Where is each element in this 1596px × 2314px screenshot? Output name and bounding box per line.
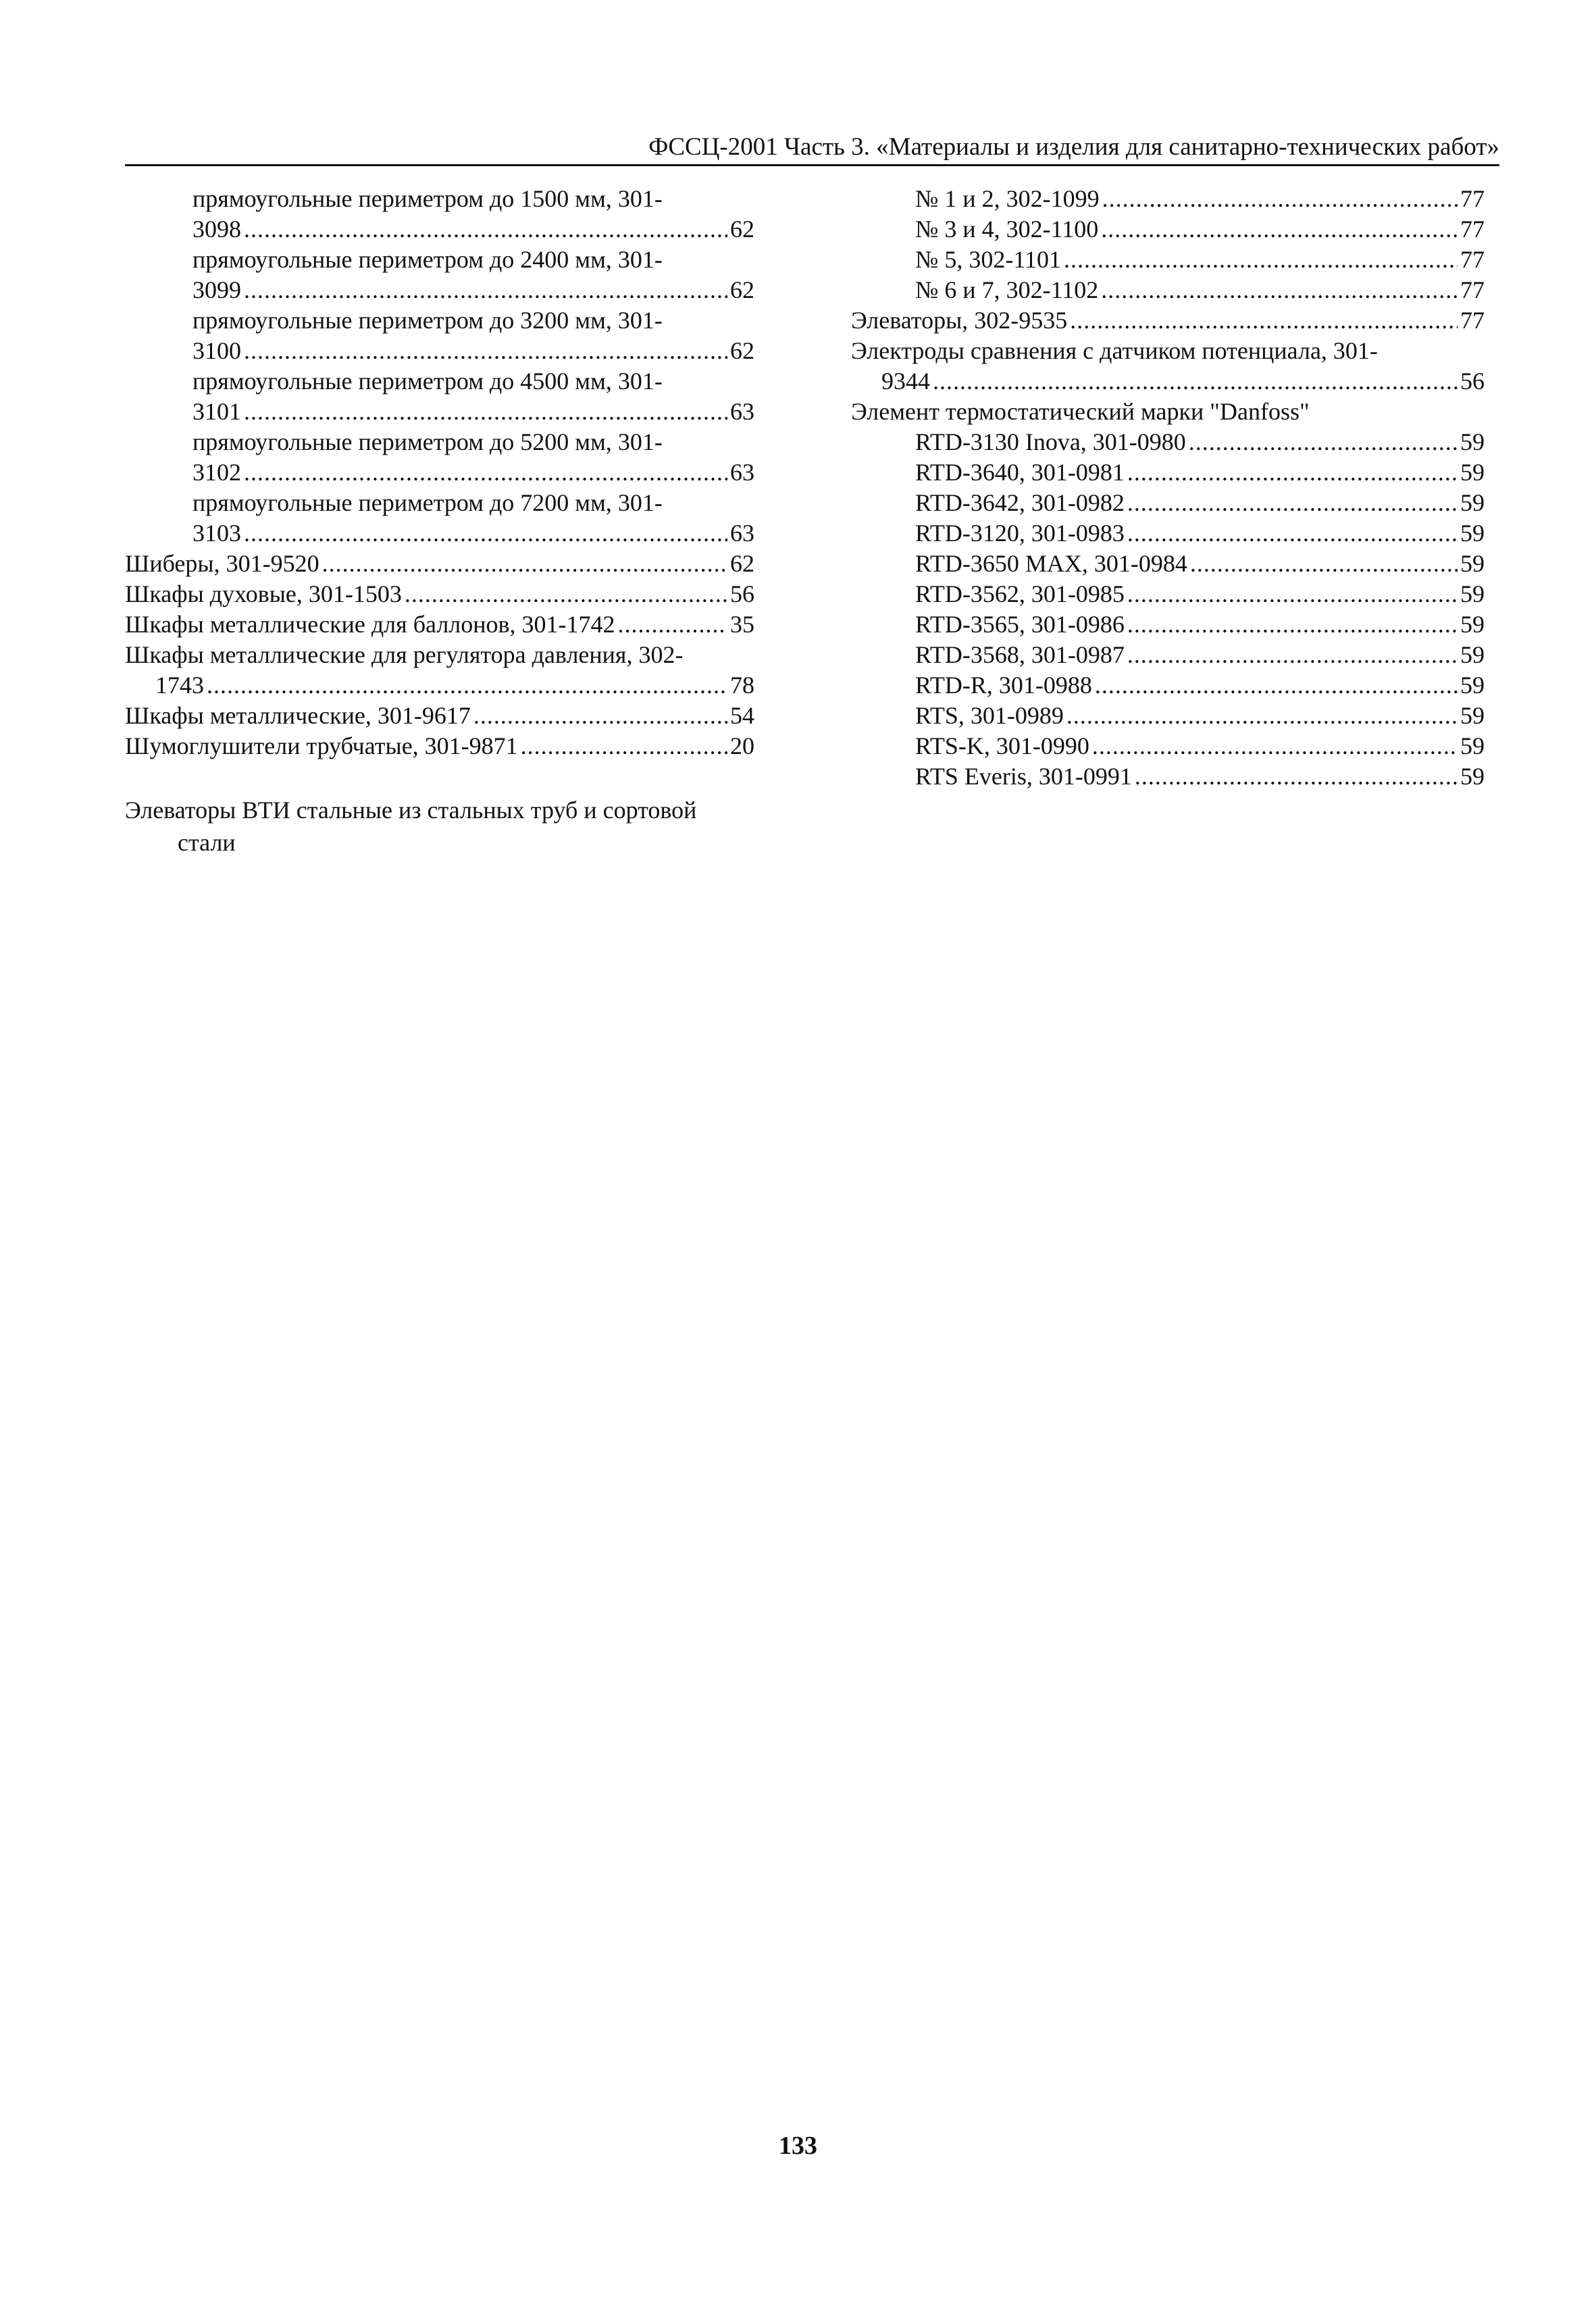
index-section-heading [125,794,773,859]
dot-leader [1101,214,1458,245]
page-reference: 59 [1460,489,1485,516]
index-entry [851,275,1485,305]
index-column-left [125,184,754,761]
index-entry-text: прямоугольные периметром до 5200 мм, 301- [192,428,663,455]
dot-leader [1135,761,1458,792]
index-entry-line [125,457,754,488]
index-entry-line [125,549,754,579]
index-entry [851,731,1485,761]
index-entry-text: прямоугольные периметром до 1500 мм, 301- [192,185,663,212]
index-entry-label: RTD-3642, 301-0982 [915,489,1125,516]
dot-leader [1127,518,1458,549]
dot-leader [1127,457,1458,488]
page-reference: 62 [730,216,754,243]
index-entry-line [851,670,1485,701]
index-entry [125,184,754,245]
page-reference: 54 [730,702,754,729]
index-entry [125,549,754,579]
index-entry-line [851,366,1485,397]
dot-leader [1095,670,1458,701]
page-reference: 59 [1460,459,1485,486]
index-entry-line [125,275,754,305]
index-entry-label: RTD-3650 MAX, 301-0984 [915,550,1187,577]
dot-leader [473,701,727,731]
dot-leader [405,579,727,609]
section-heading-line-2: стали [178,829,236,856]
index-entry [851,609,1485,640]
index-entry-line [125,579,754,609]
dot-leader [1070,305,1458,336]
page-reference: 59 [1460,428,1485,455]
dot-leader [244,275,727,305]
index-entry [851,397,1485,427]
index-entry-label: RTS, 301-0989 [915,702,1064,729]
dot-leader [244,336,727,366]
index-entry-label: RTS Everis, 301-0991 [915,763,1132,790]
running-header: ФССЦ-2001 Часть 3. «Материалы и изделия для санитарно-технических работ» [648,133,1499,161]
index-entry-line [851,245,1485,275]
index-entry [851,488,1485,518]
index-entry [851,549,1485,579]
dot-leader [933,366,1458,397]
dot-leader [322,549,727,579]
header-rule [125,164,1499,166]
index-entry [851,457,1485,488]
index-entry [125,701,754,731]
index-entry-line [851,488,1485,518]
page-reference: 77 [1460,216,1485,243]
page-reference: 62 [730,276,754,303]
dot-leader [207,670,727,701]
page-reference: 59 [1460,520,1485,547]
index-entry-label: Шумоглушители трубчатые, 301-9871 [125,732,518,759]
page-reference: 59 [1460,763,1485,790]
index-entry [125,366,754,427]
page-reference: 56 [1460,368,1485,395]
dot-leader [1066,701,1458,731]
index-entry [125,245,754,305]
index-entry-label: RTD-3640, 301-0981 [915,459,1125,486]
index-entry-text: прямоугольные периметром до 7200 мм, 301- [192,489,663,516]
dot-leader [244,397,727,427]
index-entry-line [125,518,754,549]
index-entry-line [851,305,1485,336]
index-entry-label: RTD-3568, 301-0987 [915,641,1125,668]
index-entry-label: 9344 [881,368,930,395]
dot-leader [244,457,727,488]
index-entry-line [851,761,1485,792]
index-entry [125,640,754,701]
dot-leader [244,518,727,549]
index-entry-line [851,640,1485,670]
page-reference: 59 [1460,550,1485,577]
index-entry [851,184,1485,214]
index-entry-line [851,275,1485,305]
index-entry [125,579,754,609]
index-entry-label: Шкафы металлические для баллонов, 301-1742 [125,611,615,638]
index-entry-line [125,397,754,427]
page-reference: 77 [1460,185,1485,212]
index-entry-line [125,336,754,366]
section-heading-line-1: Элеваторы ВТИ стальные из стальных труб и сортовой [125,797,697,824]
index-entry-label: 3102 [192,459,241,486]
index-entry-line [851,214,1485,245]
index-entry-text: Электроды сравнения с датчиком потенциала, 301- [851,337,1378,364]
index-entry-label: 3101 [192,398,241,425]
index-entry-line [851,579,1485,609]
page-reference: 59 [1460,732,1485,759]
index-entry [125,305,754,366]
index-entry [851,670,1485,701]
dot-leader [1092,731,1458,761]
index-entry-label: RTS-K, 301-0990 [915,732,1089,759]
index-entry-line [125,731,754,761]
page-reference: 63 [730,398,754,425]
index-entry-label: RTD-3120, 301-0983 [915,520,1125,547]
index-entry-line [851,457,1485,488]
index-entry-label: 3100 [192,337,241,364]
page-reference: 63 [730,520,754,547]
index-entry-text: Шкафы металлические для регулятора давления, 302- [125,641,684,668]
index-entry-line [851,518,1485,549]
dot-leader [1127,488,1458,518]
index-entry-label: Шкафы духовые, 301-1503 [125,580,402,607]
dot-leader [1102,184,1458,214]
index-entry-line [125,214,754,245]
index-entry-text: прямоугольные периметром до 3200 мм, 301- [192,307,663,334]
index-entry-line [851,701,1485,731]
index-entry-label: RTD-3562, 301-0985 [915,580,1125,607]
dot-leader [1127,640,1458,670]
dot-leader [244,214,727,245]
index-entry-line [851,549,1485,579]
index-entry-line [851,609,1485,640]
index-entry-label: № 3 и 4, 302-1100 [915,216,1099,243]
index-entry-label: 1743 [155,672,204,699]
index-entry [851,701,1485,731]
page-reference: 35 [730,611,754,638]
index-entry [125,609,754,640]
index-entry-label: RTD-R, 301-0988 [915,672,1092,699]
dot-leader [618,609,727,640]
page-reference: 78 [730,672,754,699]
page-reference: 63 [730,459,754,486]
index-entry [851,214,1485,245]
page-number: 133 [779,2132,817,2160]
index-entry-line [125,609,754,640]
index-entry-line [851,731,1485,761]
page-reference: 59 [1460,672,1485,699]
index-entry [851,427,1485,457]
index-entry [851,761,1485,792]
index-entry [125,731,754,761]
page-reference: 59 [1460,641,1485,668]
index-entry-line [125,670,754,701]
index-entry-label: Шкафы металлические, 301-9617 [125,702,471,729]
page-reference: 59 [1460,611,1485,638]
index-entry-label: № 1 и 2, 302-1099 [915,185,1100,212]
index-entry [851,579,1485,609]
index-entry-label: RTD-3130 Inova, 301-0980 [915,428,1186,455]
page-reference: 56 [730,580,754,607]
dot-leader [1190,549,1458,579]
index-entry-label: № 6 и 7, 302-1102 [915,276,1099,303]
index-entry [851,336,1485,397]
dot-leader [1189,427,1458,457]
index-entry-label: 3099 [192,276,241,303]
page-reference: 59 [1460,702,1485,729]
dot-leader [1101,275,1458,305]
index-entry [851,305,1485,336]
page-reference: 77 [1460,307,1485,334]
index-entry-label: 3098 [192,216,241,243]
dot-leader [521,731,727,761]
index-entry [851,640,1485,670]
index-entry-label: RTD-3565, 301-0986 [915,611,1125,638]
index-entry-line [125,701,754,731]
index-entry-label: Элеваторы, 302-9535 [851,307,1068,334]
index-entry-label: Шиберы, 301-9520 [125,550,319,577]
index-entry-line [851,184,1485,214]
index-entry [851,245,1485,275]
index-entry-line [851,427,1485,457]
index-column-right [851,184,1485,792]
dot-leader [1127,609,1458,640]
page-reference: 20 [730,732,754,759]
page-reference: 77 [1460,276,1485,303]
page-reference: 62 [730,550,754,577]
index-entry-text: прямоугольные периметром до 4500 мм, 301- [192,368,663,395]
dot-leader [1064,245,1458,275]
index-entry [125,488,754,549]
page-reference: 77 [1460,246,1485,273]
page-reference: 59 [1460,580,1485,607]
index-entry-label: 3103 [192,520,241,547]
index-entry-text: Элемент термостатический марки "Danfoss" [851,398,1310,425]
page-reference: 62 [730,337,754,364]
index-entry [851,518,1485,549]
dot-leader [1127,579,1458,609]
index-entry [125,427,754,488]
index-entry-text: прямоугольные периметром до 2400 мм, 301- [192,246,663,273]
index-entry-label: № 5, 302-1101 [915,246,1061,273]
